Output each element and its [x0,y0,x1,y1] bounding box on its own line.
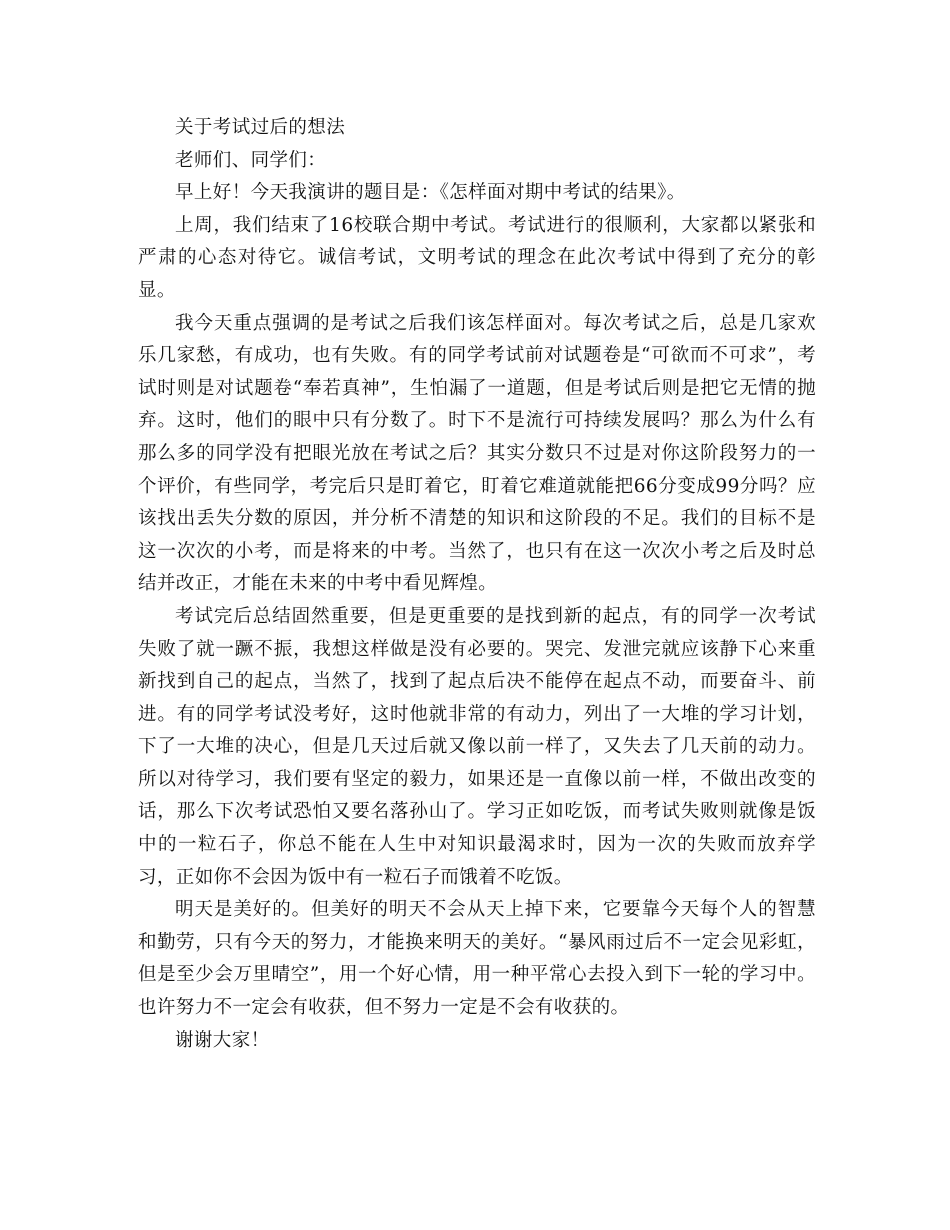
paragraph-new-start: 考试完后总结固然重要，但是更重要的是找到新的起点，有的同学一次考试失败了就一蹶不振，我想这样做是没有必要的。哭完、发泄完就应该静下心来重新找到自己的起点，当然了，找到了起点后决不能停在起点不动，而要奋斗、前进。有的同学考试没考好，这时他就非常的有动力，列出了一大堆的学习计划，下了一大堆的决心，但是几天过后就又像以前一样了，又失去了几天前的动力。所以对待学习，我们要有坚定的毅力，如果还是一直像以前一样，不做出改变的话，那么下次考试恐怕又要名落孙山了。学习正如吃饭，而考试失败则就像是饭中的一粒石子，你总不能在人生中对知识最渴求时，因为一次的失败而放弃学习，正如你不会因为饭中有一粒石子而饿着不吃饭。 [138,605,816,888]
document-body [138,112,816,1057]
salutation: 老师们、同学们： [175,149,327,171]
paragraph-tomorrow: 明天是美好的。但美好的明天不会从天上掉下来，它要靠今天每个人的智慧和勤劳，只有今天的努力，才能换来明天的美好。“暴风雨过后不一定会见彩虹，但是至少会万里晴空”，用一个好心情，用一种平常心去投入到下一轮的学习中。也许努力不一定会有收获，但不努力一定是不会有收获的。 [138,899,816,1019]
paragraph-exam-recap: 上周，我们结束了16校联合期中考试。考试进行的很顺利，大家都以紧张和严肃的心态对待它。诚信考试，文明考试的理念在此次考试中得到了充分的彰显。 [138,214,816,301]
paragraph-after-exam: 我今天重点强调的是考试之后我们该怎样面对。每次考试之后，总是几家欢乐几家愁，有成功，也有失败。有的同学考试前对试题卷是“可欲而不可求”，考试时则是对试题卷“奉若真神”，生怕漏了一道题，但是考试后则是把它无情的抛弃。这时，他们的眼中只有分数了。时下不是流行可持续发展吗？那么为什么有那么多的同学没有把眼光放在考试之后？其实分数只不过是对你这阶段努力的一个评价，有些同学，考完后只是盯着它，盯着它难道就能把66分变成99分吗？应该找出丢失分数的原因，并分析不清楚的知识和这阶段的不足。我们的目标不是这一次次的小考，而是将来的中考。当然了，也只有在这一次次小考之后及时总结并改正，才能在未来的中考中看见辉煌。 [138,312,816,595]
closing: 谢谢大家！ [175,1029,270,1051]
document-title: 关于考试过后的想法 [175,117,346,138]
paragraph-greeting: 早上好！今天我演讲的题目是：《怎样面对期中考试的结果》。 [175,182,686,204]
